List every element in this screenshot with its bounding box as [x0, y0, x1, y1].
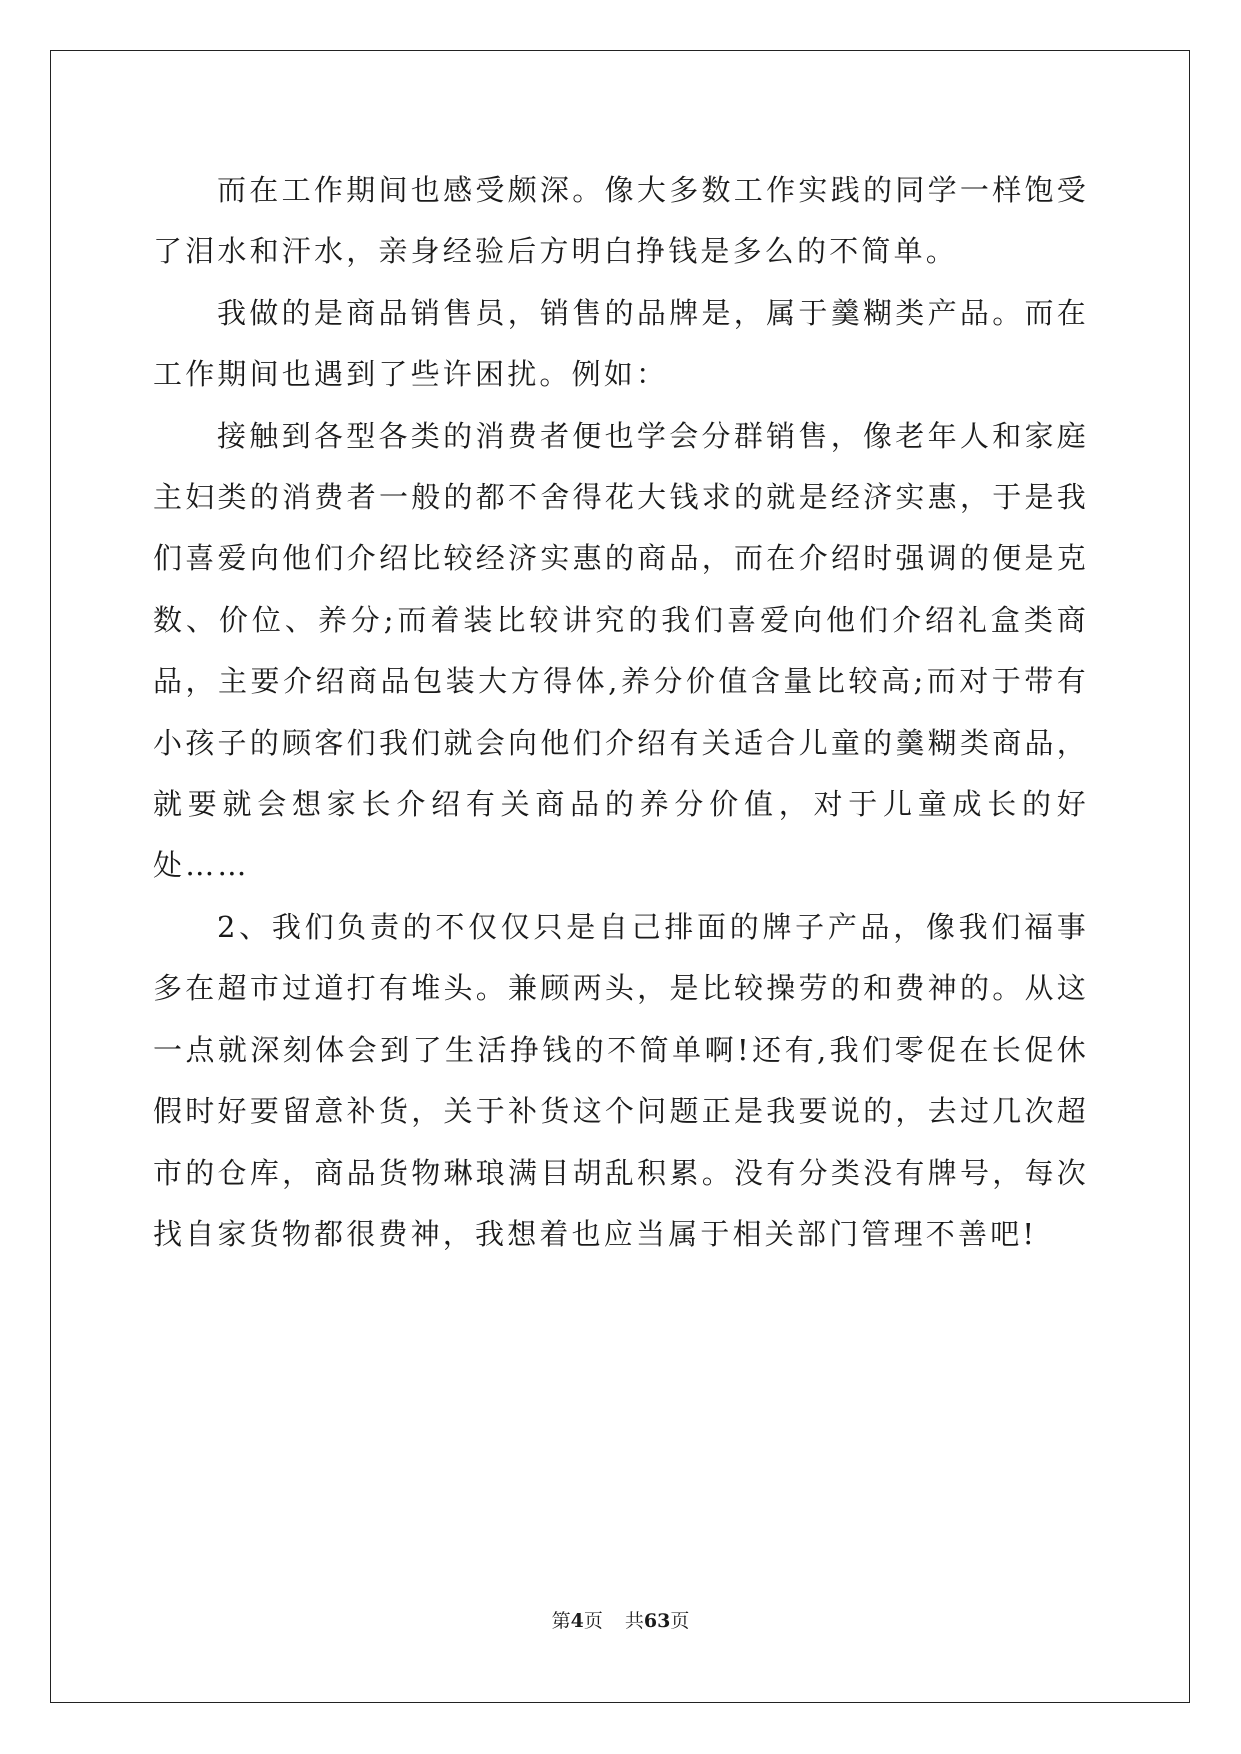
- paragraph-3: 接触到各型各类的消费者便也学会分群销售，像老年人和家庭主妇类的消费者一般的都不舍得花大钱求的就是经济实惠，于是我们喜爱向他们介绍比较经济实惠的商品，而在介绍时强调的便是克数、价位、养分;而着装比较讲究的我们喜爱向他们介绍礼盒类商品，主要介绍商品包装大方得体,养分价值含量比较高;而对于带有小孩子的顾客们我们就会向他们介绍有关适合儿童的羹糊类商品，就要就会想家长介绍有关商品的养分价值，对于儿童成长的好处……: [153, 418, 1089, 883]
- page-prefix: 第: [551, 1610, 571, 1632]
- document-body: [153, 160, 1089, 1265]
- total-suffix: 页: [670, 1610, 690, 1632]
- page-number: 4: [570, 1610, 584, 1632]
- page-footer: [0, 1606, 1241, 1633]
- total-pages: 63: [643, 1610, 671, 1632]
- paragraph-4: 2、我们负责的不仅仅只是自己排面的牌子产品，像我们福事多在超市过道打有堆头。兼顾两头，是比较操劳的和费神的。从这一点就深刻体会到了生活挣钱的不简单啊!还有,我们零促在长促休假时好要留意补货，关于补货这个问题正是我要说的，去过几次超市的仓库，商品货物琳琅满目胡乱积累。没有分类没有牌号，每次找自家货物都很费神，我想着也应当属于相关部门管理不善吧!: [153, 909, 1089, 1251]
- page-suffix: 页: [583, 1610, 603, 1632]
- total-prefix: 共: [624, 1610, 644, 1632]
- paragraph-1: 而在工作期间也感受颇深。像大多数工作实践的同学一样饱受了泪水和汗水，亲身经验后方明白挣钱是多么的不简单。: [153, 173, 1089, 269]
- paragraph-2: 我做的是商品销售员，销售的品牌是，属于羹糊类产品。而在工作期间也遇到了些许困扰。例如：: [153, 295, 1089, 392]
